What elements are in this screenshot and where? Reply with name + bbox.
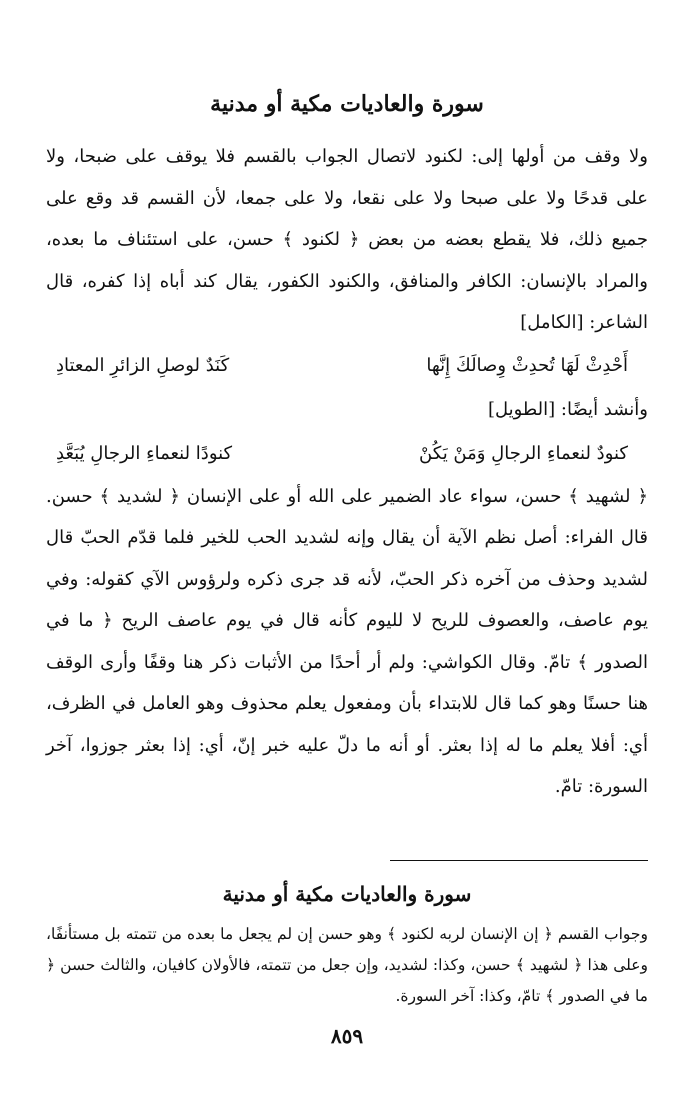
footnote-text: وجواب القسم ﴿ إن الإنسان لربه لكنود ﴾ وهو حسن إن لم يجعل ما بعده من تتمته بل مستأنفًا، وعلى هذا ﴿ لشهيد ﴾ حسن، وكذا: لشديد، وإن جعل من تتمته، فالأولان كافيان، والثالث حسن ﴿ ما في الصدور ﴾ تامّ، وكذا: آخر السورة.: [46, 924, 648, 1005]
poetry-verse-1: [46, 344, 648, 388]
page-number: ٨٥٩: [330, 1024, 364, 1048]
verse-2-second-hemistich: كنودًا لنعماءِ الرجالِ يُبَعَّدِ: [56, 442, 233, 464]
verse-1-first-hemistich: أَحْدِثْ لَهَا تُحدِثْ وِصالَكَ إِنَّها: [426, 354, 628, 376]
surah-title: سورة والعاديات مكية أو مدنية: [210, 91, 484, 117]
footnote-title: سورة والعاديات مكية أو مدنية: [222, 881, 472, 906]
body-paragraph-2: ﴿ لشهيد ﴾ حسن، سواء عاد الضمير على الله أو على الإنسان ﴿ لشديد ﴾ حسن. قال الفراء: أصل نظم الآية أن يقال وإنه لشديد الحب للخير فلما قدّم الحبّ قال لشديد وحذف من آخره ذكر الحبّ، لأنه قد جرى ذكره ولرؤوس الآي كقوله: وفي يوم عاصف، والعصوف للريح لا لليوم كأنه قال في يوم عاصف الريح ﴿ ما في الصدور ﴾ تامّ. وقال الكواشي: ولم أر أحدًا من الأثبات ذكر هنا وقفًا وأرى الوقف هنا حسنًا وهو كما قال للابتداء بأن ومفعول يعلم محذوف وهو العامل في الظرف، أي: أفلا يعلم ما له إذا بعثر. أو أنه ما دلّ عليه خبر إنّ، أي: إذا بعثر جوزوا، آخر السورة: تامّ.: [46, 485, 648, 797]
footnote-divider: [390, 860, 648, 861]
verse-2-first-hemistich: كنودٌ لنعماءِ الرجالِ وَمَنْ يَكُنْ: [419, 442, 628, 464]
meter-line: وأنشد أيضًا: [الطويل]: [487, 398, 648, 420]
body-paragraph-1: ولا وقف من أولها إلى: لكنود لاتصال الجواب بالقسم فلا يوقف على ضبحا، ولا على قدحًا ولا على صبحا ولا على نقعا، ولا على جمعا، لأن القسم قد وقع على جميع ذلك، فلا يقطع بعضه من بعض ﴿ لكنود ﴾ حسن، على استئناف ما بعده، والمراد بالإنسان: الكافر والمنافق، والكنود الكفور، يقال كند أباه إذا كفره، قال الشاعر: [الكامل]: [46, 146, 648, 333]
verse-1-second-hemistich: كَنَدٌ لوصلِ الزائرِ المعتادِ: [56, 354, 230, 376]
poetry-verse-2: [46, 432, 648, 476]
